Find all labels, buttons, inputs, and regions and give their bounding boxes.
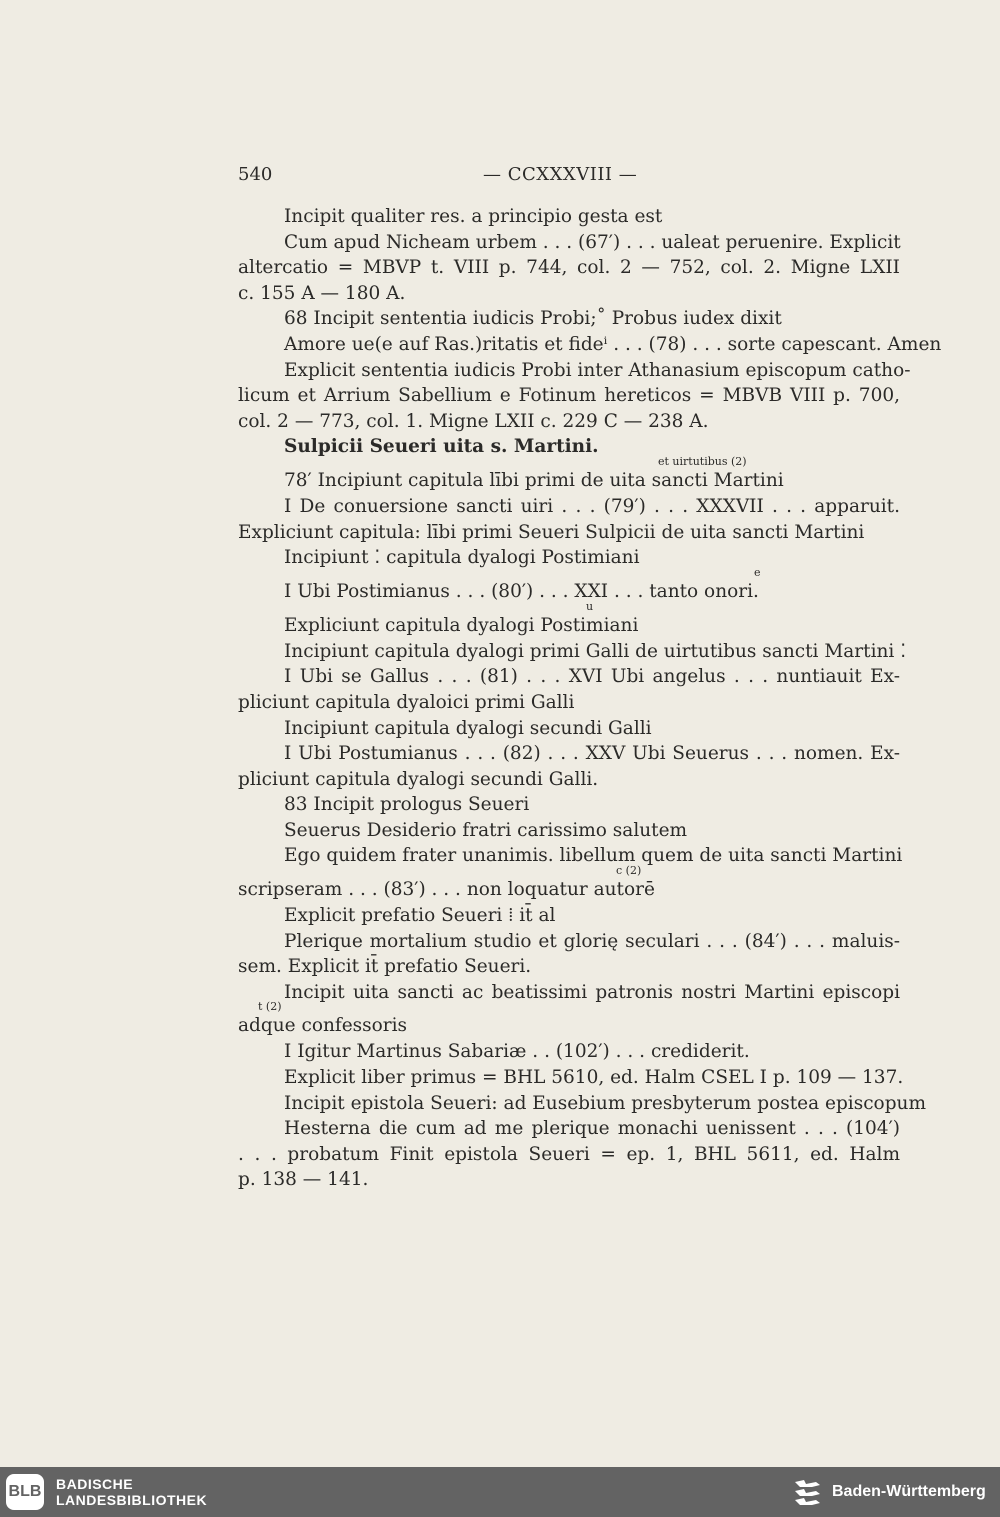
state-name[interactable]: Baden-Württemberg <box>832 1483 986 1500</box>
text-line <box>238 454 900 494</box>
line-text: Ego quidem frater unanimis. libellum quem de uita sancti Martini <box>284 845 903 867</box>
text-line <box>238 954 900 980</box>
text-line <box>238 716 900 742</box>
interlinear-note: e <box>754 565 761 579</box>
running-title: — CCXXXVIII — <box>483 164 638 185</box>
line-text: Amore ue(e auf Ras.)ritatis et fideⁱ . . . (78) . . . sorte capescant. Amen <box>284 333 942 355</box>
text-line <box>238 204 900 230</box>
line-text: pliciunt capitula dyalogi secundi Galli. <box>238 768 599 790</box>
line-text: 83 Incipit prologus Seueri <box>284 794 530 816</box>
line-text: I Ubi Postumianus . . . (82) . . . XXV Ubi Seuerus . . . nomen. Ex- <box>284 743 900 765</box>
line-text: I Igitur Martinus Sabariæ . . (102′) . . . crediderit. <box>284 1041 750 1063</box>
library-name-line2: LANDESBIBLIOTHEK <box>56 1492 208 1508</box>
line-text: p. 138 — 141. <box>238 1169 369 1191</box>
line-text: scripseram . . . (83′) . . . non loquatur autorē <box>238 879 655 901</box>
line-text: Sulpicii Seueri uita s. Martini. <box>284 436 599 458</box>
text-line <box>238 383 900 409</box>
line-text: altercatio = MBVP t. VIII p. 744, col. 2 — 752, col. 2. Migne LXII <box>238 257 900 279</box>
text-line <box>238 1000 900 1039</box>
text-line <box>238 1116 900 1142</box>
text-line <box>238 929 900 955</box>
text-line <box>238 980 900 1006</box>
text-line <box>238 520 900 546</box>
line-text: Explicit liber primus = BHL 5610, ed. Halm CSEL I p. 109 — 137. <box>284 1067 904 1089</box>
interlinear-note: c (2) <box>616 864 642 878</box>
line-text: I Ubi se Gallus . . . (81) . . . XVI Ubi angelus . . . nuntiauit Ex- <box>284 666 900 688</box>
line-text: 78′ Incipiunt capitula lībi primi de uita sancti Martini <box>284 469 784 491</box>
line-text: licum et Arrium Sabellium e Fotinum hereticos = MBVB VIII p. 700, <box>238 385 900 407</box>
lions-emblem-icon <box>792 1476 824 1508</box>
line-text: col. 2 — 773, col. 1. Migne LXII c. 229 C — 238 A. <box>238 410 709 432</box>
text-line <box>238 818 900 844</box>
line-text: Expliciunt capitula dyalogi Postimiani <box>284 614 639 636</box>
text-line <box>238 358 911 384</box>
line-text: sem. Explicit it̄ prefatio Seueri. <box>238 956 532 978</box>
text-line <box>238 843 903 869</box>
line-text: Hesterna die cum ad me plerique monachi uenissent . . . (104′) <box>284 1118 900 1140</box>
line-text: I Ubi Postimianus . . . (80′) . . . XXI . . . tanto onori. <box>284 580 759 602</box>
line-text: Plerique mortalium studio et glorię seculari . . . (84′) . . . maluis- <box>284 930 900 952</box>
text-line <box>238 255 900 281</box>
line-text: Incipit epistola Seueri: ad Eusebium presbyterum postea episcopum <box>284 1092 926 1114</box>
line-text: Seuerus Desiderio fratri carissimo salutem <box>284 819 688 841</box>
line-text: Cum apud Nicheam urbem . . . (67′) . . . ualeat peruenire. Explicit <box>284 231 901 253</box>
page-header <box>238 164 900 194</box>
line-text: c. 155 A — 180 A. <box>238 282 406 304</box>
text-line <box>238 903 900 929</box>
text-line <box>238 306 900 332</box>
text-line <box>238 1091 926 1117</box>
line-text: Incipiunt capitula dyalogi primi Galli de uirtutibus sancti Martini ⁚ <box>284 640 907 662</box>
text-line <box>238 230 900 256</box>
page-number: 540 <box>238 164 273 185</box>
text-line <box>238 545 900 571</box>
line-text: Incipit uita sancti ac beatissimi patronis nostri Martini episcopi <box>284 981 900 1003</box>
line-text: Incipit qualiter res. a principio gesta est <box>284 206 663 227</box>
text-line <box>238 565 900 605</box>
line-text: 68 Incipit sententia iudicis Probi;˚ Probus iudex dixit <box>284 308 782 330</box>
text-line <box>238 792 900 818</box>
line-text: Incipiunt ⁚ capitula dyalogi Postimiani <box>284 547 640 569</box>
text-line <box>238 664 900 690</box>
text-line <box>238 332 942 358</box>
text-line <box>238 690 900 716</box>
interlinear-note: et uirtutibus (2) <box>658 454 747 468</box>
library-name-line1: BADISCHE <box>56 1476 134 1492</box>
line-text: pliciunt capitula dyaloici primi Galli <box>238 691 575 713</box>
text-line <box>238 1039 900 1065</box>
text-line <box>238 1065 904 1091</box>
body-text <box>238 204 942 1193</box>
text-line <box>238 281 900 307</box>
text-line <box>238 409 900 435</box>
interlinear-note: t (2) <box>258 1000 282 1014</box>
line-text: Explicit sententia iudicis Probi inter Athanasium episcopum catho- <box>284 359 911 381</box>
interlinear-note: u <box>586 599 594 613</box>
text-line <box>238 494 900 520</box>
library-name[interactable] <box>56 1476 207 1508</box>
text-line <box>238 434 900 460</box>
text-line <box>238 639 907 665</box>
line-text: adque confessoris <box>238 1015 408 1037</box>
line-text: . . . probatum Finit epistola Seueri = ep. 1, BHL 5611, ed. Halm <box>238 1143 900 1165</box>
line-text: I De conuersione sancti uiri . . . (79′) . . . XXXVII . . . apparuit. <box>284 495 900 517</box>
line-text: Incipiunt capitula dyalogi secundi Galli <box>284 717 652 739</box>
line-text: Expliciunt capitula: lībi primi Seueri Sulpicii de uita sancti Martini <box>238 521 865 543</box>
footer-bar <box>0 1467 1000 1517</box>
text-line <box>238 599 900 639</box>
text-line <box>238 741 900 767</box>
text-line <box>238 1167 900 1193</box>
line-text: Explicit prefatio Seueri ⁞ it̄ al <box>284 905 556 927</box>
text-line <box>238 767 900 793</box>
text-line <box>238 864 900 903</box>
blb-logo[interactable]: BLB <box>6 1474 44 1510</box>
text-line <box>238 1142 900 1168</box>
